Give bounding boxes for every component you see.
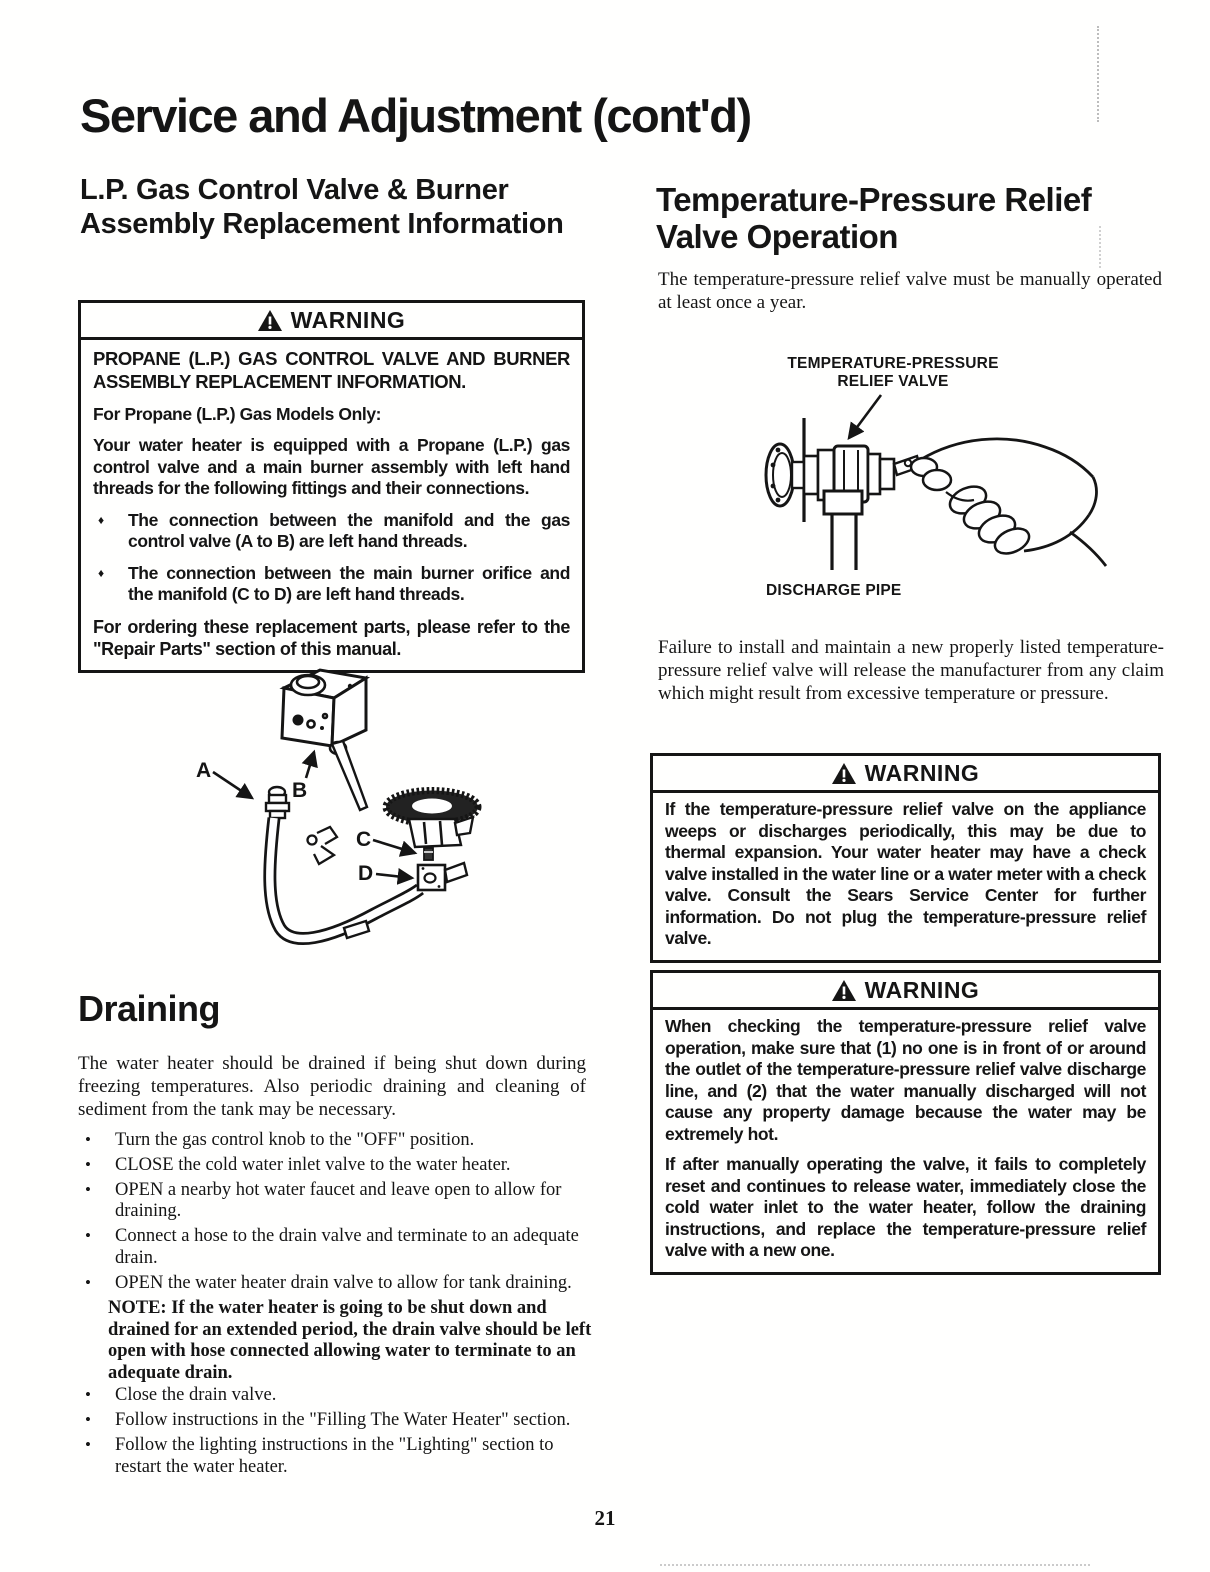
label-a-arrow	[213, 772, 252, 798]
warning-body	[653, 793, 1158, 960]
scan-artifact	[1097, 26, 1099, 122]
list-item	[78, 1385, 594, 1407]
section-heading-lp-gas: L.P. Gas Control Valve & Burner Assembly Replacement Information	[80, 174, 564, 240]
tp-valve-body: Failure to install and maintain a new properly listed temperature-pressure relief valve will release the manufacturer from any claim which might result from excessive temperature or pressure.	[658, 637, 1164, 705]
warning-header-label: WARNING	[864, 760, 980, 786]
list-item	[78, 1226, 594, 1270]
warning-bullet-text: ♦ The connection between the main burner orifice and the manifold (C to D) are left hand threads.	[128, 562, 570, 605]
warning-triangle-icon	[832, 980, 856, 1001]
burner-assembly-diagram	[168, 646, 572, 970]
hand-drawing	[911, 439, 1106, 566]
warning-bullet-text: ♦ The connection between the manifold and the gas control valve (A to B) are left hand threads.	[128, 509, 570, 552]
diagram-label-a: A	[196, 759, 212, 782]
step-text: • Turn the gas control knob to the "OFF" position.	[115, 1130, 475, 1150]
manifold-pipe-drawing	[270, 818, 420, 939]
warning-header	[653, 756, 1158, 793]
warning-subtitle: For Propane (L.P.) Gas Models Only:	[93, 403, 382, 424]
step-note: NOTE: If the water heater is going to be shut down and drained for an extended period, the drain valve should be left open with hose connected allowing water to terminate to an adequate drain.	[108, 1297, 592, 1384]
warning-header	[81, 303, 582, 340]
step-text: • Connect a hose to the drain valve and terminate to an adequate drain.	[115, 1226, 579, 1269]
list-item	[78, 1155, 594, 1177]
warning-text: Your water heater is equipped with a Propane (L.P.) gas control valve and a main burner assembly with left hand threads for the following fittings and their connections.	[93, 435, 570, 499]
discharge-pipe-drawing	[824, 491, 862, 570]
list-item	[78, 1410, 594, 1432]
warning-triangle-icon	[832, 763, 856, 784]
warning-title: PROPANE (L.P.) GAS CONTROL VALVE AND BURNER ASSEMBLY REPLACEMENT INFORMATION.	[93, 348, 570, 392]
warning-body	[81, 340, 582, 670]
warning-footer: For ordering these replacement parts, please refer to the "Repair Parts" section of this manual.	[93, 616, 570, 659]
figure-caption-line2: RELIEF VALVE	[837, 373, 949, 390]
draining-intro: The water heater should be drained if being shut down during freezing temperatures. Also periodic draining and cleaning of sediment from the tank may be necessary.	[78, 1053, 586, 1121]
orifice-nut-drawing	[424, 848, 433, 860]
warning-header-label: WARNING	[864, 977, 980, 1003]
diagram-label-d: D	[358, 862, 374, 885]
figure-caption-line1: TEMPERATURE-PRESSURE	[787, 355, 999, 372]
diagram-label-b: B	[292, 779, 308, 802]
list-item	[78, 1273, 594, 1295]
pilot-bracket-drawing	[308, 827, 338, 864]
warning-text: When checking the temperature-pressure relief valve operation, make sure that (1) no one is in front of or around the outlet of the temperature-pressure relief valve discharge line, and (2) that the water manually discharged will not cause any property damage because the water may be extremely hot.	[665, 1016, 1146, 1144]
burner-head-drawing	[386, 791, 478, 848]
warning-text: If after manually operating the valve, it fails to completely reset and continues to release water, immediately close the cold water inlet to the water heater, follow the draining instructions, and replace the temperature-pressure relief valve with a new one.	[665, 1154, 1146, 1261]
thermostat-probe-drawing	[330, 741, 367, 810]
supply-tube-fitting-drawing	[266, 787, 289, 818]
warning-box-thermal	[650, 753, 1161, 963]
diagram-label-c: C	[356, 828, 372, 851]
list-item	[78, 1435, 594, 1479]
warning-triangle-icon	[258, 310, 282, 331]
step-text: • Follow the lighting instructions in the "Lighting" section to restart the water heater.	[115, 1434, 554, 1477]
relief-valve-figure	[718, 350, 1162, 608]
page-number: 21	[594, 1506, 616, 1530]
draining-steps-list	[78, 1130, 594, 1481]
warning-body	[653, 1010, 1158, 1272]
orifice-block-drawing	[418, 863, 467, 890]
section-heading-tp-valve: Temperature-Pressure Relief Valve Operation	[656, 181, 1092, 255]
step-text: • OPEN the water heater drain valve to allow for tank draining.	[115, 1272, 572, 1293]
tank-flange-drawing	[766, 444, 794, 506]
caption-arrow	[849, 395, 881, 438]
warning-bullet	[93, 510, 570, 553]
warning-header-label: WARNING	[290, 307, 406, 333]
label-d-arrow	[376, 874, 412, 878]
warning-bullet	[93, 563, 570, 606]
label-b-arrow	[306, 752, 314, 778]
warning-header	[653, 973, 1158, 1010]
section-heading-draining: Draining	[78, 988, 221, 1029]
step-text: • Close the drain valve.	[115, 1385, 277, 1406]
warning-box-lp-gas	[78, 300, 585, 673]
scan-artifact	[660, 1564, 1090, 1566]
list-item	[78, 1180, 594, 1224]
step-text: • Follow instructions in the "Filling The Water Heater" section.	[115, 1409, 571, 1430]
warning-box-checking	[650, 970, 1161, 1275]
tp-valve-intro: The temperature-pressure relief valve must be manually operated at least once a year.	[658, 269, 1162, 314]
gas-control-valve-drawing	[282, 670, 366, 746]
step-text: • OPEN a nearby hot water faucet and leave open to allow for draining.	[115, 1179, 562, 1222]
warning-text: If the temperature-pressure relief valve on the appliance weeps or discharges periodically, this may be due to thermal expansion. Your water heater may have a check valve installed in the water line or a water meter with a check valve. Consult the Sears Service Center for further information. Do not plug the temperature-pressure relief valve.	[665, 799, 1146, 949]
figure-pipe-label: DISCHARGE PIPE	[766, 582, 902, 599]
list-item	[78, 1130, 594, 1152]
label-c-arrow	[373, 840, 415, 853]
page-title: Service and Adjustment (cont'd)	[80, 89, 751, 142]
step-text: • CLOSE the cold water inlet valve to the water heater.	[115, 1154, 511, 1175]
